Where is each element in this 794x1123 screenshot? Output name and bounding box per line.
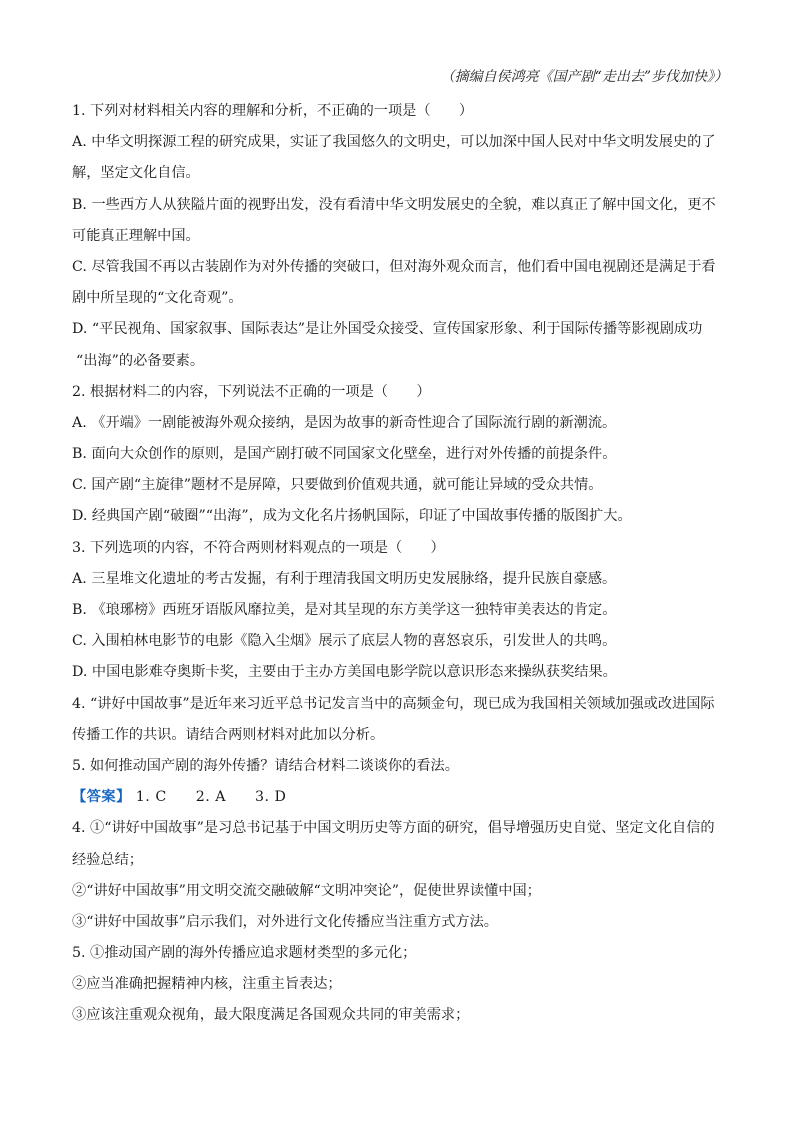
question-1-option-a: A. 中华文明探源工程的研究成果，实证了我国悠久的文明史，可以加深中国人民对中华文明发展史的了 (72, 134, 716, 151)
question-4-stem: 4. “讲好中国故事”是近年来习近平总书记发言当中的高频金句，现已成为我国相关领域加强或改进国际 (72, 695, 715, 712)
question-3-option-a: A. 三星堆文化遗址的考古发掘，有利于理清我国文明历史发展脉络，提升民族自豪感。 (72, 570, 617, 587)
source-citation: （摘编自侯鸿亮《国产剧“走出去”步伐加快》） (440, 69, 728, 85)
answer-5-point-2: ②应当准确把握精神内核，注重主旨表达； (72, 976, 342, 993)
document-body (72, 96, 722, 1032)
question-5-stem: 5. 如何推动国产剧的海外传播？请结合材料二谈谈你的看法。 (72, 757, 459, 774)
answer-5-point-1: 5. ①推动国产剧的海外传播应追求题材类型的多元化； (72, 945, 417, 962)
question-1-stem: 1. 下列对材料相关内容的理解和分析，不正确的一项是（ ） (72, 103, 474, 119)
question-2-option-d: D. 经典国产剧“破圈”“出海”，成为文化名片扬帆国际，印证了中国故事传播的版图扩大。 (72, 508, 632, 525)
question-1-option-a-cont: 解，坚定文化自信。 (72, 165, 200, 182)
question-1-option-c-cont: 剧中所呈现的“文化奇观”。 (72, 290, 243, 307)
answer-4-point-3: ③“讲好中国故事”启示我们，对外进行文化传播应当注重方式方法。 (72, 913, 498, 930)
answer-3: 3. D (255, 789, 287, 806)
question-2-option-b: B. 面向大众创作的原则，是国产剧打破不同国家文化壁垒，进行对外传播的前提条件。 (72, 446, 617, 463)
question-1-option-d-cont: “出海”的必备要素。 (76, 352, 205, 369)
question-2-stem: 2. 根据材料二的内容，下列说法不正确的一项是（ ） (72, 383, 431, 400)
question-2-option-a: A. 《开端》一剧能被海外观众接纳，是因为故事的新奇性迎合了国际流行剧的新潮流。 (72, 414, 617, 431)
question-1-option-b-cont: 可能真正理解中国。 (72, 227, 200, 244)
question-4-stem-cont: 传播工作的共识。请结合两则材料对此加以分析。 (72, 726, 385, 743)
answer-tag: 【答案】 (72, 789, 131, 806)
answer-1: 1. C (135, 789, 167, 806)
question-1-option-c: C. 尽管我国不再以古装剧作为对外传播的突破口，但对海外观众而言，他们看中国电视剧还是满足于看 (72, 258, 716, 275)
question-2-option-c: C. 国产剧“主旋律”题材不是屏障，只要做到价值观共通，就可能让异域的受众共情。 (72, 477, 603, 494)
answer-2: 2. A (195, 789, 226, 806)
answer-4-point-1: 4. ①“讲好中国故事”是习总书记基于中国文明历史等方面的研究，倡导增强历史自觉、坚定文化自信的 (72, 820, 715, 837)
question-1-option-b: B. 一些西方人从狭隘片面的视野出发，没有看清中华文明发展史的全貌，难以真正了解中国文化，更不 (72, 196, 716, 213)
answer-line (72, 782, 722, 813)
answer-4-point-2: ②“讲好中国故事”用文明交流交融破解“文明冲突论”，促使世界读懂中国； (72, 882, 541, 899)
question-1-option-d: D. “平民视角、国家叙事、国际表达”是让外国受众接受、宣传国家形象、利于国际传播等影视剧成功 (72, 321, 703, 338)
question-3-option-c: C. 入围柏林电影节的电影《隐入尘烟》展示了底层人物的喜怒哀乐，引发世人的共鸣。 (72, 633, 617, 650)
answer-5-point-3: ③应该注重观众视角，最大限度满足各国观众共同的审美需求； (72, 1007, 470, 1024)
question-3-stem: 3. 下列选项的内容，不符合两则材料观点的一项是（ ） (72, 539, 445, 556)
answer-4-point-1-cont: 经验总结； (72, 851, 143, 868)
question-3-option-b: B. 《琅琊榜》西班牙语版风靡拉美，是对其呈现的东方美学这一独特审美表达的肯定。 (72, 602, 617, 618)
question-3-option-d: D. 中国电影难夺奥斯卡奖，主要由于主办方美国电影学院以意识形态来操纵获奖结果。 (72, 664, 617, 681)
